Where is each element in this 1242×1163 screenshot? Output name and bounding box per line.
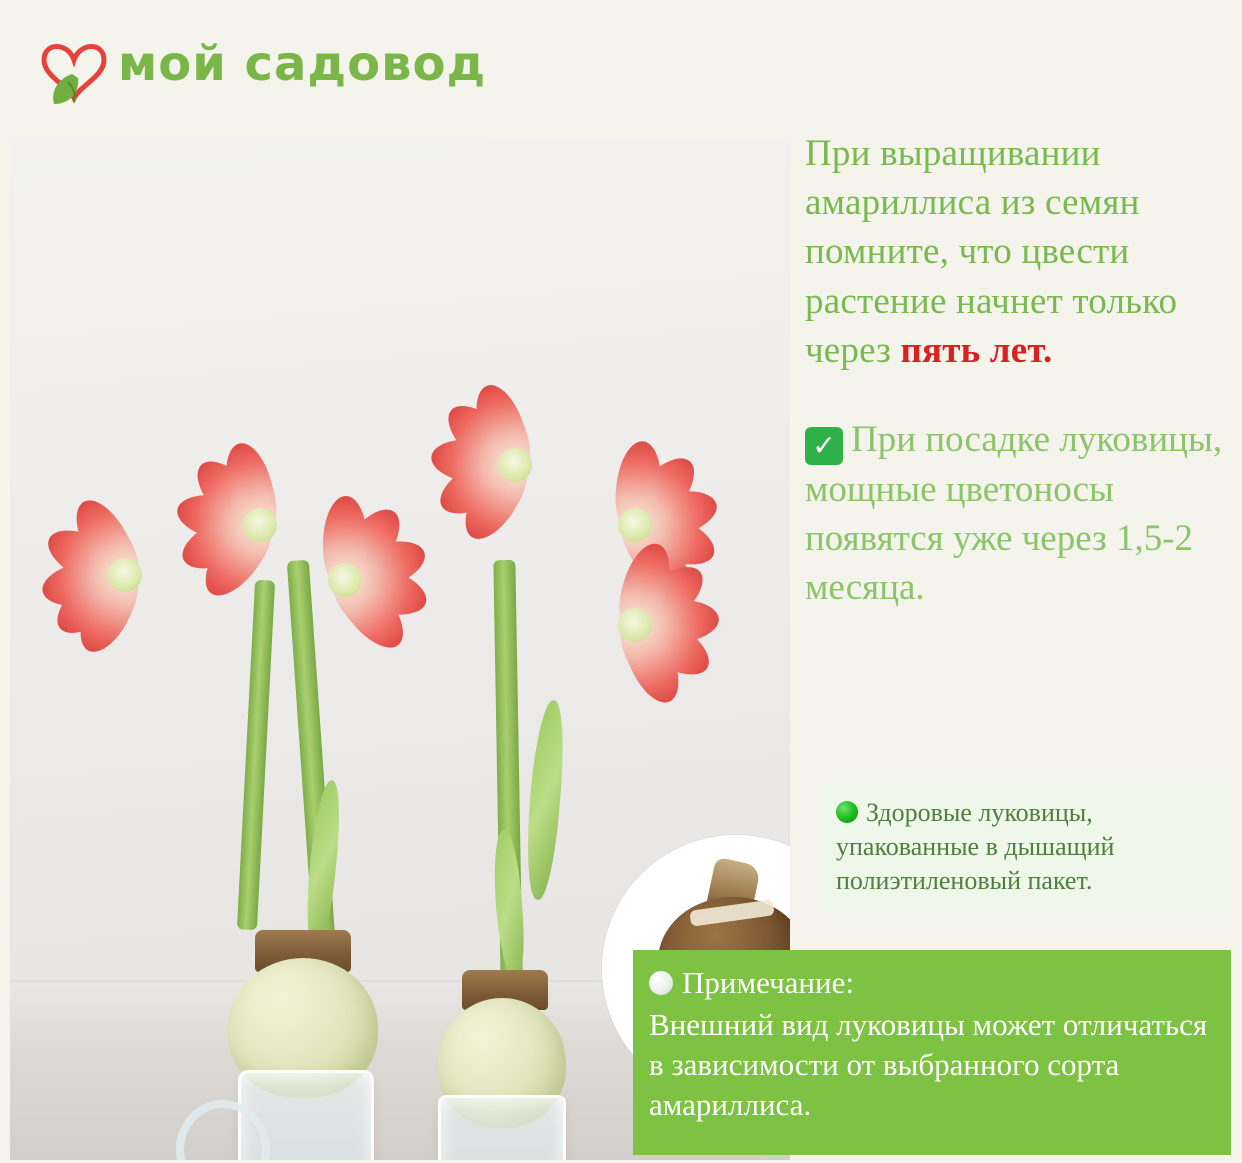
green-bullet-icon <box>836 801 858 823</box>
healthy-bulbs-note <box>822 782 1230 913</box>
flower-bloom-left-c <box>260 505 430 655</box>
flower-stem-left-a <box>237 580 275 931</box>
remark-banner-body: Внешний вид луковицы может отличаться в зависимости от выбранного сорта амариллиса. <box>649 1006 1208 1123</box>
paragraph-seeds-accent: пять лет. <box>900 329 1053 371</box>
brand-name: мой садовод <box>118 36 487 92</box>
check-mark-icon: ✓ <box>805 427 843 465</box>
white-bullet-icon <box>649 971 673 995</box>
site-logo <box>38 30 486 108</box>
flower-bloom-right-c <box>550 550 720 700</box>
paragraph-seeds-text: При выращивании амариллиса из семян помните, что цвести растение начнет только через <box>805 133 1178 371</box>
remark-banner <box>633 950 1231 1155</box>
leaf-right-b <box>491 829 527 980</box>
remark-banner-title-row <box>649 964 1215 1003</box>
paragraph-planting-text: При посадке луковицы, мощные цветоносы появятся уже через 1,5-2 месяца. <box>805 419 1223 609</box>
right-text-column <box>805 92 1230 650</box>
remark-banner-title: Примечание: <box>682 965 854 1000</box>
healthy-bulbs-note-text: Здоровые луковицы, упакованные в дышащий полиэтиленовый пакет. <box>836 798 1115 895</box>
leaf-right-a <box>521 699 568 901</box>
heart-leaf-logo-icon <box>38 30 110 108</box>
paragraph-seeds <box>805 129 1230 375</box>
paragraph-planting <box>805 415 1230 613</box>
glass-vase-right <box>438 1095 566 1160</box>
